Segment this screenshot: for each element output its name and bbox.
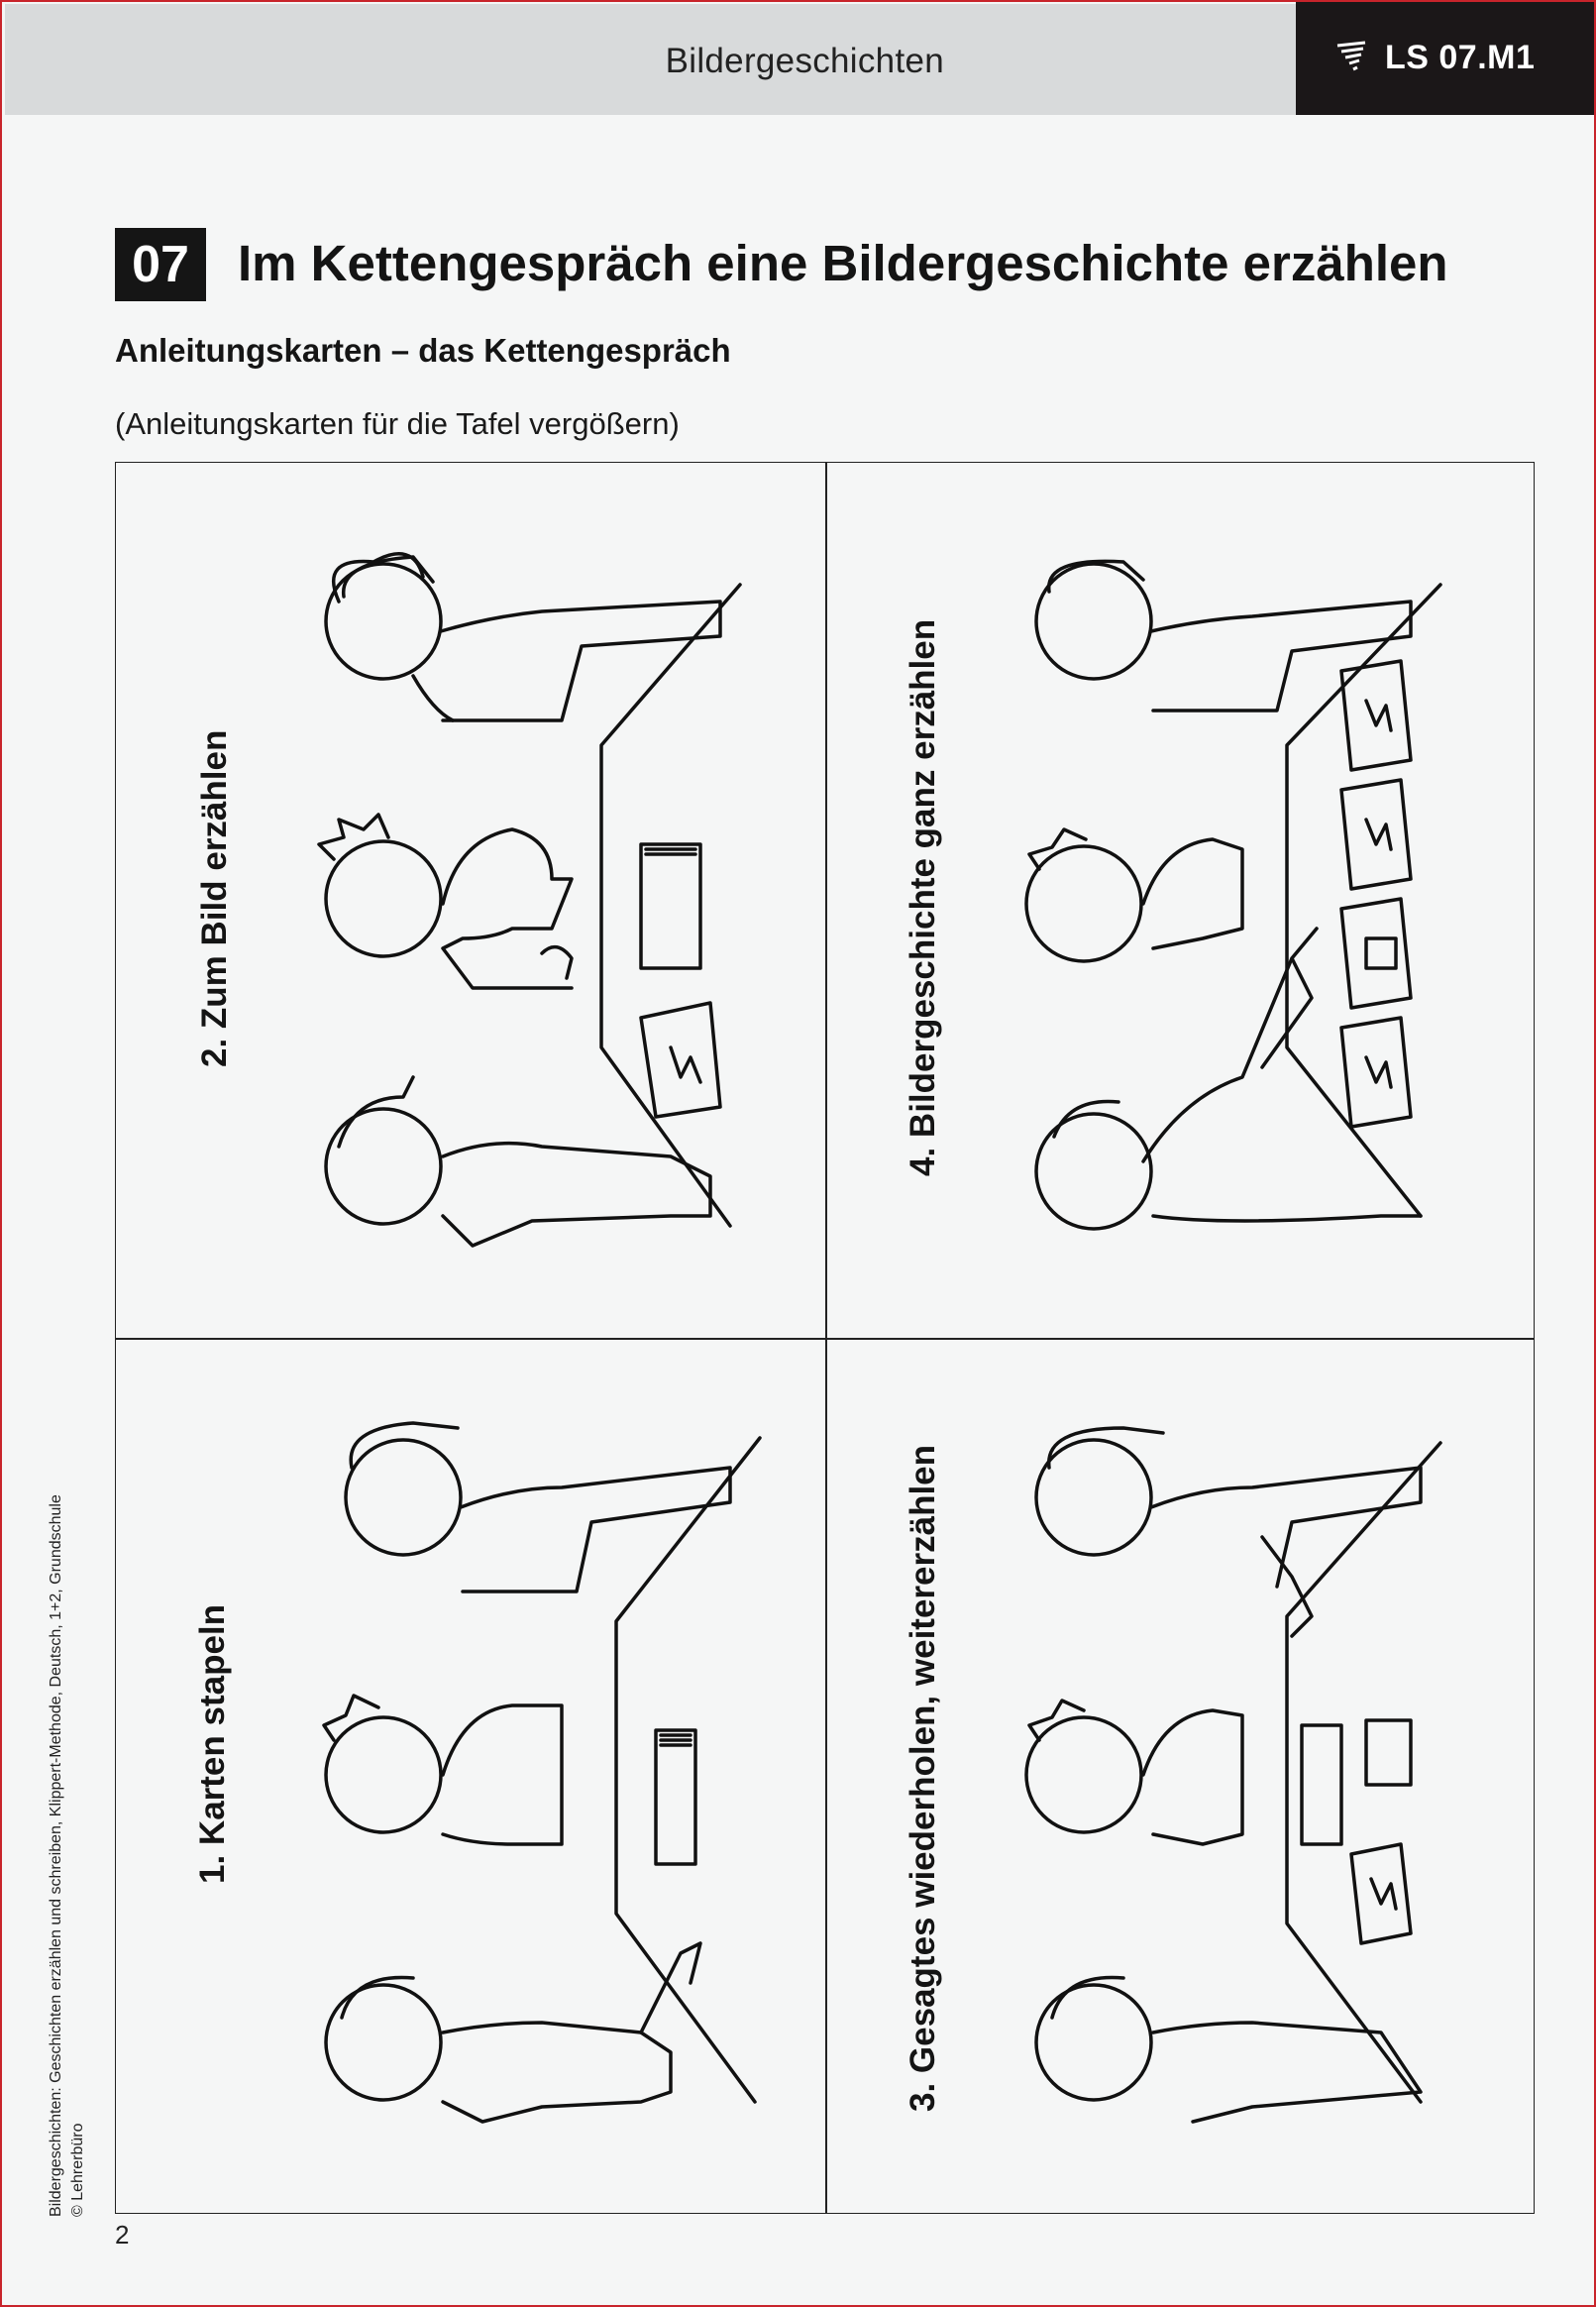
page-number: 2 xyxy=(115,2220,130,2250)
card-2 xyxy=(116,463,825,1338)
card-grid xyxy=(115,462,1535,2214)
card-4 xyxy=(826,463,1536,1338)
worksheet-code: LS 07.M1 xyxy=(1385,39,1536,76)
instruction-note: (Anleitungskarten für die Tafel vergößern) xyxy=(115,406,680,441)
children-illustration xyxy=(116,463,825,1338)
section-title: Bildergeschichten xyxy=(665,42,944,80)
tornado-icon xyxy=(1333,40,1369,75)
source-note: Bildergeschichten: Geschichten erzählen und schreiben, Klippert-Methode, Deutsch, 1+2, Grundschule © Lehrerbüro xyxy=(48,1494,86,2217)
card-label: 3. Gesagtes wiederholen, weitererzählen xyxy=(904,1444,942,2112)
header-bar xyxy=(5,4,1296,115)
children-illustration xyxy=(826,463,1536,1338)
children-illustration xyxy=(826,1339,1536,2214)
card-label: 1. Karten stapeln xyxy=(193,1603,232,1884)
card-label: 4. Bildergeschichte ganz erzählen xyxy=(904,618,942,1176)
card-label: 2. Zum Bild erzählen xyxy=(195,729,234,1067)
card-1 xyxy=(116,1339,825,2214)
children-illustration xyxy=(116,1339,825,2214)
code-badge xyxy=(1296,2,1594,115)
page-title: Im Kettengespräch eine Bildergeschichte erzählen xyxy=(238,235,1448,291)
card-3 xyxy=(826,1339,1536,2214)
subtitle: Anleitungskarten – das Kettengespräch xyxy=(115,332,731,369)
chapter-number: 07 xyxy=(115,228,206,301)
